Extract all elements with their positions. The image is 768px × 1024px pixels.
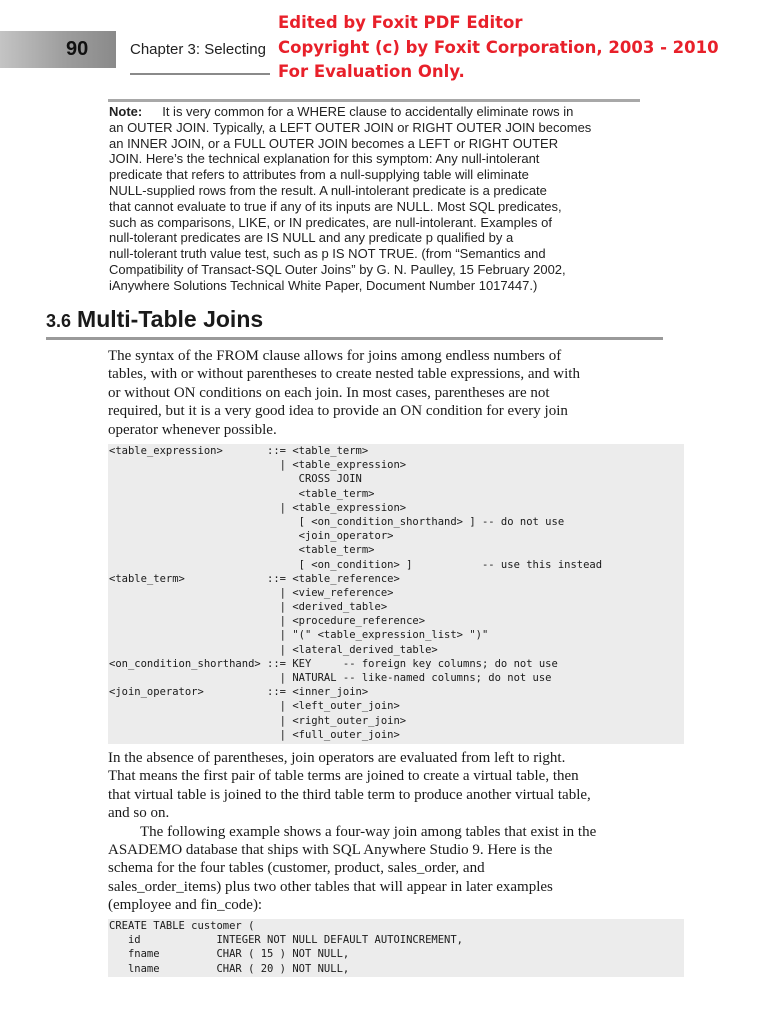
text-line: operator whenever possible. (108, 421, 277, 438)
watermark-line: Edited by Foxit PDF Editor (278, 13, 523, 32)
evaluation-watermark (278, 11, 719, 85)
section-heading (46, 306, 263, 333)
note-line: Note: It is very common for a WHERE clause to accidentally eliminate rows in (109, 104, 574, 119)
watermark-line: For Evaluation Only. (278, 62, 465, 81)
header-band (0, 31, 116, 68)
note-label: Note: (109, 104, 143, 119)
paragraph-evaluation-order (108, 749, 688, 915)
code-line: [ <on_condition_shorthand> ] -- do not use (109, 515, 565, 528)
paragraph-from-syntax (108, 347, 688, 439)
chapter-title: Chapter 3: Selecting (130, 41, 266, 58)
text-line: tables, with or without parentheses to create nested table expressions, and with (108, 366, 580, 383)
text-line: ASADEMO database that ships with SQL Anywhere Studio 9. Here is the (108, 842, 553, 859)
text-line: The following example shows a four-way join among tables that exist in the (140, 823, 597, 840)
code-line: id INTEGER NOT NULL DEFAULT AUTOINCREMENT, (109, 934, 464, 947)
code-line: | NATURAL -- like-named columns; do not use (109, 672, 552, 684)
code-line: fname CHAR ( 15 ) NOT NULL, (109, 948, 350, 961)
code-line: <table_term> ::= <table_reference> (109, 572, 400, 585)
page-number: 90 (66, 38, 89, 60)
note-line: Compatibility of Transact-SQL Outer Joins” by G. N. Paulley, 15 February 2002, (109, 261, 566, 277)
text-line: and so on. (108, 805, 170, 822)
note-line: predicate that refers to attributes from a null-supplying table will eliminate (109, 167, 529, 183)
section-number: 3.6 (46, 311, 72, 331)
text-line: that virtual table is joined to the third table term to produce another virtual table, (108, 786, 591, 803)
note-line: iAnywhere Solutions Technical White Paper, Document Number 1017447.) (109, 277, 538, 293)
note-line: NULL-supplied rows from the result. A null-intolerant predicate is a predicate (109, 182, 547, 198)
code-line: | <table_expression> (109, 501, 407, 514)
text-line: or without ON conditions on each join. In most cases, parentheses are not (108, 384, 550, 401)
code-line: | <left_outer_join> (109, 700, 400, 713)
text-line: The syntax of the FROM clause allows for joins among endless numbers of (108, 348, 562, 364)
code-line: CREATE TABLE customer ( (109, 920, 255, 932)
code-line: <table_expression> ::= <table_term> (109, 445, 369, 457)
text-line: required, but it is a very good idea to provide an ON condition for every join (108, 403, 568, 420)
note-line: that cannot evaluate to true if any of its inputs are NULL. Most SQL predicates, (109, 198, 562, 214)
text-line: In the absence of parentheses, join operators are evaluated from left to right. (108, 750, 566, 766)
section-title: Multi-Table Joins (77, 306, 264, 332)
code-line: <table_term> (109, 487, 375, 500)
watermark-line: Copyright (c) by Foxit Corporation, 2003 - 2010 (278, 37, 719, 57)
code-line: | <derived_table> (109, 601, 388, 614)
note-line: null-tolerant truth value test, such as p IS NOT TRUE. (from “Semantics and (109, 246, 546, 262)
note-line: such as comparisons, LIKE, or IN predicates, are null-intolerant. Examples of (109, 214, 552, 230)
text-line: (employee and fin_code): (108, 897, 263, 914)
note-line: an OUTER JOIN. Typically, a LEFT OUTER JOIN or RIGHT OUTER JOIN becomes (109, 119, 592, 135)
note-rule (108, 99, 640, 102)
code-line: | <full_outer_join> (109, 728, 400, 741)
code-line: | <view_reference> (109, 586, 394, 599)
code-line: | <table_expression> (109, 459, 407, 472)
create-table-code-block (108, 919, 684, 977)
note-line: JOIN. Here’s the technical explanation for this symptom: Any null-intolerant (109, 151, 540, 167)
text-line: sales_order_items) plus two other tables that will appear in later examples (108, 878, 553, 895)
code-line: <join_operator> (109, 530, 394, 543)
text-line: schema for the four tables (customer, product, sales_order, and (108, 860, 485, 877)
note-box (109, 104, 643, 294)
code-line: | <right_outer_join> (109, 714, 407, 727)
chapter-rule (130, 73, 270, 75)
note-line: null-tolerant predicates are IS NULL and any predicate p qualified by a (109, 230, 514, 246)
code-line: | <procedure_reference> (109, 615, 426, 628)
text-line: That means the first pair of table terms are joined to create a virtual table, then (108, 768, 579, 785)
code-line: lname CHAR ( 20 ) NOT NULL, (109, 962, 350, 975)
code-line: [ <on_condition> ] -- use this instead (109, 558, 603, 571)
section-rule (46, 337, 663, 340)
code-line: <table_term> (109, 544, 375, 557)
code-line: <join_operator> ::= <inner_join> (109, 686, 369, 699)
grammar-code-block (108, 444, 684, 744)
code-line: | <lateral_derived_table> (109, 643, 438, 656)
note-line: an INNER JOIN, or a FULL OUTER JOIN becomes a LEFT or RIGHT OUTER (109, 135, 559, 151)
code-line: | "(" <table_expression_list> ")" (109, 629, 489, 642)
code-line: CROSS JOIN (109, 473, 362, 486)
code-line: <on_condition_shorthand> ::= KEY -- foreign key columns; do not use (109, 657, 558, 670)
